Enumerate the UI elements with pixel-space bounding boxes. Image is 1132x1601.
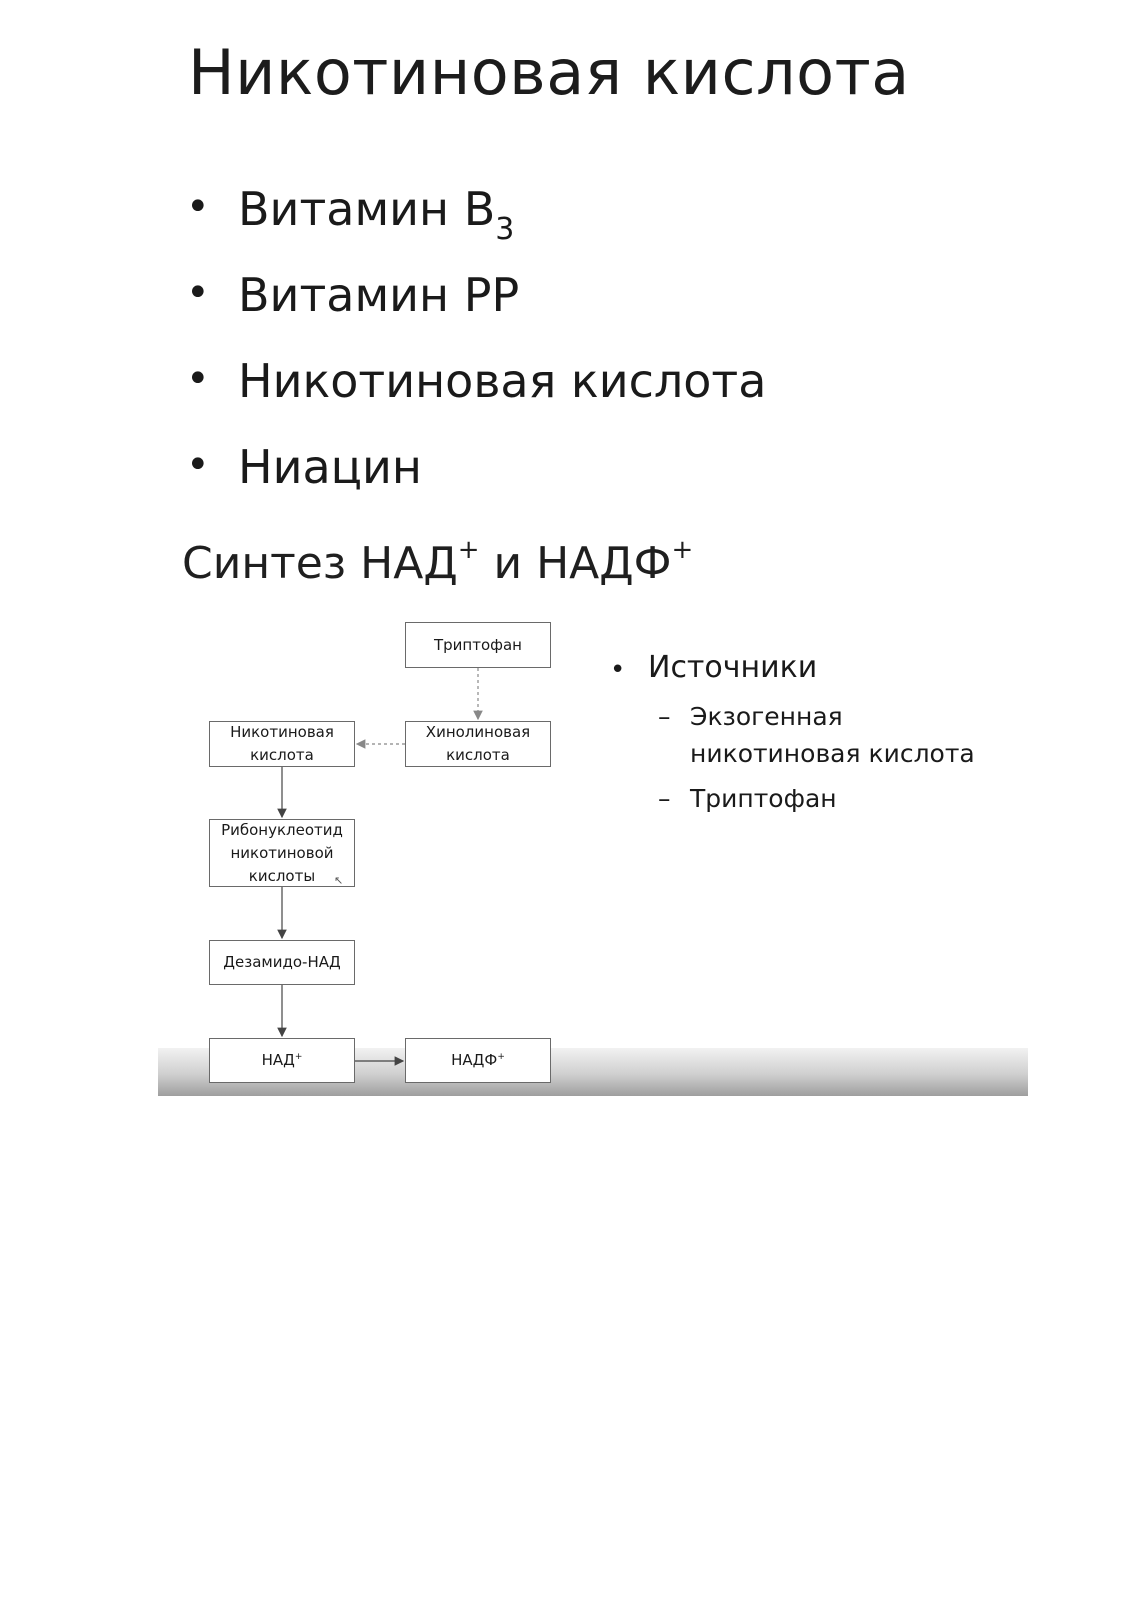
dash-icon: – (658, 784, 671, 813)
bullet-text: Витамин PP (238, 268, 520, 322)
bullet-item-niacin (186, 436, 766, 522)
box-nadp: НАДФ + (405, 1038, 551, 1083)
box-nicotinic-acid: Никотиновая кислота (209, 721, 355, 767)
synthesis-slide (158, 520, 1028, 1096)
bullet-icon: • (186, 356, 210, 402)
source-item-exogenous (658, 698, 980, 772)
bullet-text: Витамин B (238, 182, 496, 236)
dash-icon: – (658, 702, 671, 731)
bullet-item-nicotinic-acid (186, 350, 766, 436)
bullet-icon: • (186, 270, 210, 316)
sources-heading-item (610, 650, 980, 690)
bullet-list (186, 178, 766, 522)
bullet-icon: • (610, 655, 626, 685)
slide-title: Никотиновая кислота (188, 36, 910, 109)
bullet-text: Никотиновая кислота (238, 354, 767, 408)
bullet-text: Ниацин (238, 440, 422, 494)
sources-heading: Источники (648, 650, 818, 685)
synthesis-title: Синтез НАД+ и НАДФ+ (182, 535, 694, 589)
mouse-cursor-icon: ↖ (334, 874, 344, 887)
sources-list (610, 650, 980, 817)
box-tryptophan: Триптофан (405, 622, 551, 668)
source-item-tryptophan (658, 780, 980, 817)
source-item-text: Триптофан (690, 784, 837, 813)
bullet-item-vitamin-b3 (186, 178, 766, 264)
bullet-icon: • (186, 184, 210, 230)
bullet-subscript: 3 (495, 212, 515, 247)
box-nad: НАД + (209, 1038, 355, 1083)
box-quinolinic-acid: Хинолиновая кислота (405, 721, 551, 767)
box-ribonucleotide: Рибонуклеотид никотиновой кислоты (209, 819, 355, 887)
box-desamido-nad: Дезамидо-НАД (209, 940, 355, 985)
bullet-item-vitamin-pp (186, 264, 766, 350)
source-item-text: Экзогенная никотиновая кислота (690, 702, 975, 768)
bullet-icon: • (186, 442, 210, 488)
